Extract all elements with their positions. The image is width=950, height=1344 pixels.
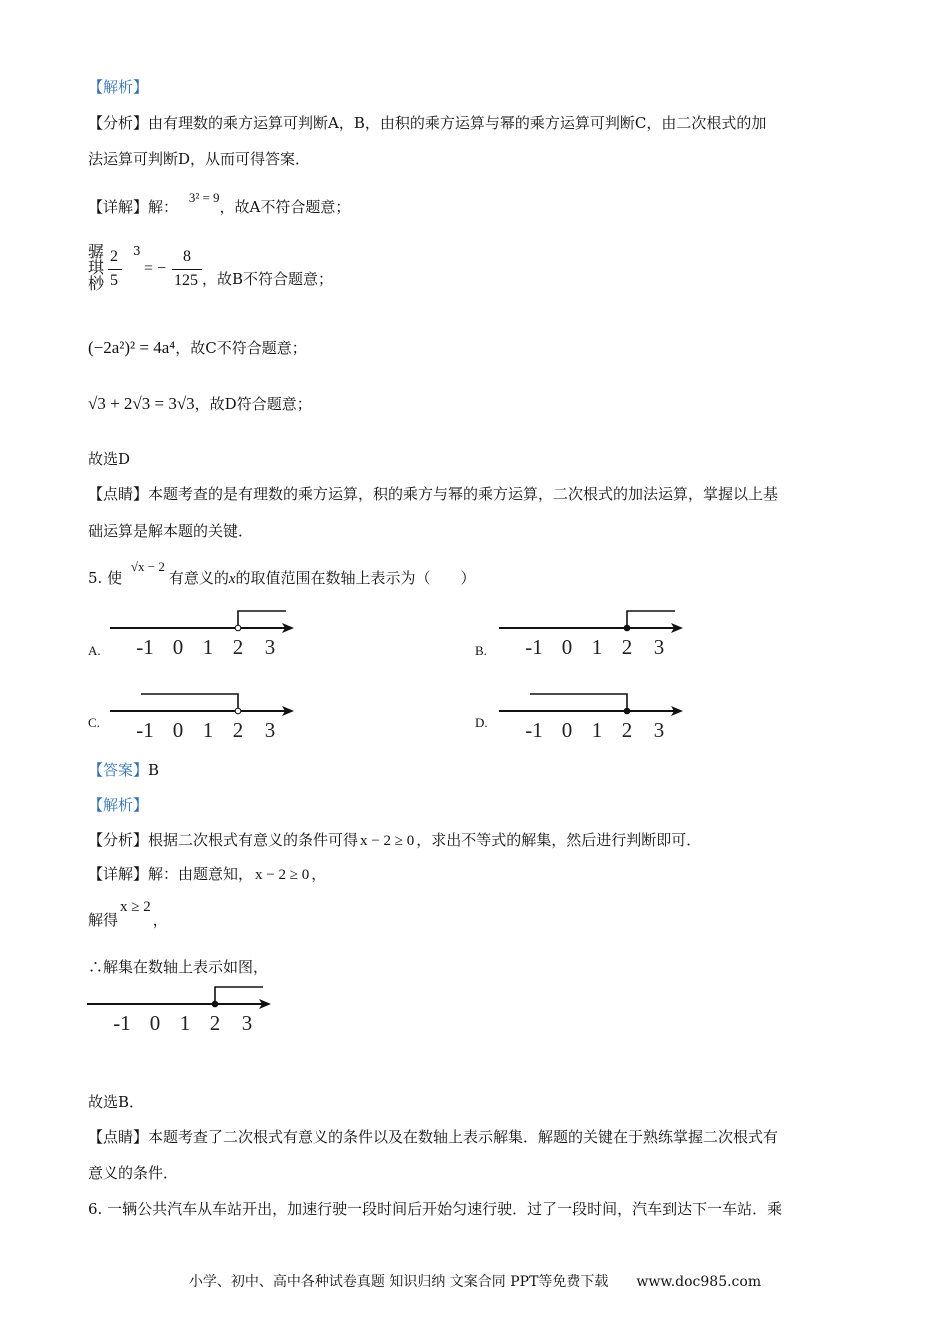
comment-text: 本题考查的是有理数的乘方运算，积的乘方与幂的乘方运算，二次根式的加法运算，掌握以上基 xyxy=(148,485,779,503)
equation-d-expr: √3 + 2√3 = 3√3 xyxy=(88,394,195,413)
fraction-bar xyxy=(172,269,202,270)
equation-a-note: ，故A不符合题意； xyxy=(219,198,351,216)
solve-comma: ， xyxy=(152,911,168,929)
equation-c xyxy=(88,336,307,360)
analysis-text: 由有理数的乘方运算可判断A，B，由积的乘方运算与幂的乘方运算可判断C，由二次根式的加 xyxy=(148,114,767,132)
frac-numerator-8: 8 xyxy=(183,248,191,265)
inequality: x − 2 ≥ 0 xyxy=(360,833,415,849)
analysis-text: 根据二次根式有意义的条件可得 xyxy=(148,831,359,849)
closed-endpoint-dot xyxy=(624,625,630,631)
comment2-line-1 xyxy=(88,1127,778,1147)
tick-label: 2 xyxy=(209,1011,221,1035)
therefore-line: ∴解集在数轴上表示如图， xyxy=(88,958,269,976)
frac-numerator-2: 2 xyxy=(110,248,118,265)
q5-mid: 有意义的 xyxy=(168,569,229,587)
option-d-number-line[interactable] xyxy=(497,686,692,746)
question-6: 6. 一辆公共汽车从车站开出，加速行驶一段时间后开始匀速行驶．过了一段时间，汽车到达下一车站．乘 xyxy=(88,1200,783,1218)
choose-d: 故选D xyxy=(88,450,131,468)
tick-label: 3 xyxy=(653,718,665,742)
detail-comma: ， xyxy=(311,865,327,883)
closed-endpoint-dot xyxy=(212,1001,218,1007)
tick-label: 2 xyxy=(621,718,633,742)
bracket-glyph-top: 骣 xyxy=(88,242,105,261)
tick-label: -1 xyxy=(525,718,543,742)
comment-line-1 xyxy=(88,484,778,504)
page-footer: 小学、初中、高中各种试卷真题 知识归纳 文案合同 PPT等免费下载 www.doc985.com xyxy=(188,1274,762,1290)
q5-prefix: 5. 使 xyxy=(88,569,123,587)
tick-label: 3 xyxy=(264,718,276,742)
solve-text: 解得 xyxy=(88,911,119,929)
detail-text: 解：由题意知， xyxy=(148,865,254,883)
detail-line-A xyxy=(88,190,351,218)
tick-label: 0 xyxy=(172,718,184,742)
analysis-line-2: 法运算可判断D，从而可得答案． xyxy=(88,150,311,168)
equation-c-note: ，故C不符合题意； xyxy=(175,339,307,357)
choose-b: 故选B． xyxy=(88,1093,145,1111)
tick-label: 3 xyxy=(653,635,665,659)
solution-bracket xyxy=(238,611,286,628)
option-c-label[interactable]: C. xyxy=(88,715,100,730)
tick-label: 2 xyxy=(621,635,633,659)
open-endpoint-circle xyxy=(235,625,241,631)
inequality: x − 2 ≥ 0 xyxy=(255,867,310,883)
tick-label: 0 xyxy=(561,718,573,742)
solution-bracket xyxy=(215,987,263,1004)
equation-d xyxy=(88,392,312,416)
tick-label: -1 xyxy=(136,635,154,659)
bracket-glyph-bottom: 桫 xyxy=(88,274,105,293)
comment-tag: 【点睛】 xyxy=(88,485,149,503)
tick-label: 1 xyxy=(202,718,214,742)
tick-label: 3 xyxy=(264,635,276,659)
equation-d-note: ，故D符合题意； xyxy=(194,395,312,413)
tick-label: -1 xyxy=(113,1011,131,1035)
analysis-line-1 xyxy=(88,113,766,133)
comment-line-2: 础运算是解本题的关键． xyxy=(88,522,254,540)
exponent-3: 3 xyxy=(133,244,141,258)
solve-line xyxy=(88,899,168,931)
comment-tag: 【点睛】 xyxy=(88,1128,149,1146)
tick-label: -1 xyxy=(525,635,543,659)
solution-bracket xyxy=(530,694,627,711)
option-b-number-line[interactable] xyxy=(497,603,692,663)
detail-tag: 【详解】 xyxy=(88,198,149,216)
detail-tag: 【详解】 xyxy=(88,865,149,883)
answer-line xyxy=(88,760,159,780)
solution-bracket xyxy=(627,611,675,628)
bracket-glyph-mid: 琪 xyxy=(88,258,105,277)
option-b-label[interactable]: B. xyxy=(475,643,487,658)
equation-b xyxy=(88,244,488,304)
option-a-number-line[interactable] xyxy=(108,603,303,663)
analysis-tag: 【分析】 xyxy=(88,831,149,849)
sqrt-expr: √x − 2 xyxy=(130,559,165,574)
variable-x: x xyxy=(228,571,236,587)
equals-minus: = − xyxy=(144,260,167,277)
tick-label: 1 xyxy=(179,1011,191,1035)
analysis-text-2: ，求出不等式的解集，然后进行判断即可． xyxy=(416,831,702,849)
solution-bracket xyxy=(141,694,238,711)
tick-label: 1 xyxy=(591,635,603,659)
frac-denominator-125: 125 xyxy=(174,272,198,289)
bracket-glyphs xyxy=(88,244,104,292)
equation-c-expr: (−2a²)² = 4a⁴ xyxy=(88,338,176,357)
closed-endpoint-dot xyxy=(624,708,630,714)
detail-text: 解： xyxy=(148,198,179,216)
equation-b-note: ，故B不符合题意； xyxy=(202,270,334,288)
question-5 xyxy=(88,559,476,589)
tick-label: 1 xyxy=(202,635,214,659)
tick-label: 3 xyxy=(241,1011,253,1035)
fraction-bar xyxy=(108,269,122,270)
open-endpoint-circle xyxy=(235,708,241,714)
answer-tag: 【答案】 xyxy=(88,761,149,779)
tick-label: 2 xyxy=(232,718,244,742)
analysis-tag: 【分析】 xyxy=(88,114,149,132)
tick-label: -1 xyxy=(136,718,154,742)
tick-label: 0 xyxy=(172,635,184,659)
answer-value: B xyxy=(148,761,160,779)
option-a-label[interactable]: A. xyxy=(88,643,101,658)
analysis2-line xyxy=(88,830,701,851)
option-c-number-line[interactable] xyxy=(108,686,303,746)
solution-inequality: x ≥ 2 xyxy=(120,899,151,915)
comment2-line-2: 意义的条件． xyxy=(88,1164,179,1182)
detail2-line xyxy=(88,864,326,885)
solution-number-line xyxy=(85,979,280,1039)
tick-label: 0 xyxy=(561,635,573,659)
option-d-label[interactable]: D. xyxy=(475,715,488,730)
q5-suffix: 的取值范围在数轴上表示为（ ） xyxy=(235,569,476,587)
comment-text: 本题考查了二次根式有意义的条件以及在数轴上表示解集．解题的关键在于熟练掌握二次根式有 xyxy=(148,1128,779,1146)
tick-label: 1 xyxy=(591,718,603,742)
equation-a: 3² = 9 xyxy=(188,190,220,205)
section-tag-jiexi: 【解析】 xyxy=(88,78,149,96)
frac-denominator-5: 5 xyxy=(110,272,118,289)
section-tag-jiexi-2: 【解析】 xyxy=(88,796,149,814)
tick-label: 0 xyxy=(149,1011,161,1035)
tick-label: 2 xyxy=(232,635,244,659)
